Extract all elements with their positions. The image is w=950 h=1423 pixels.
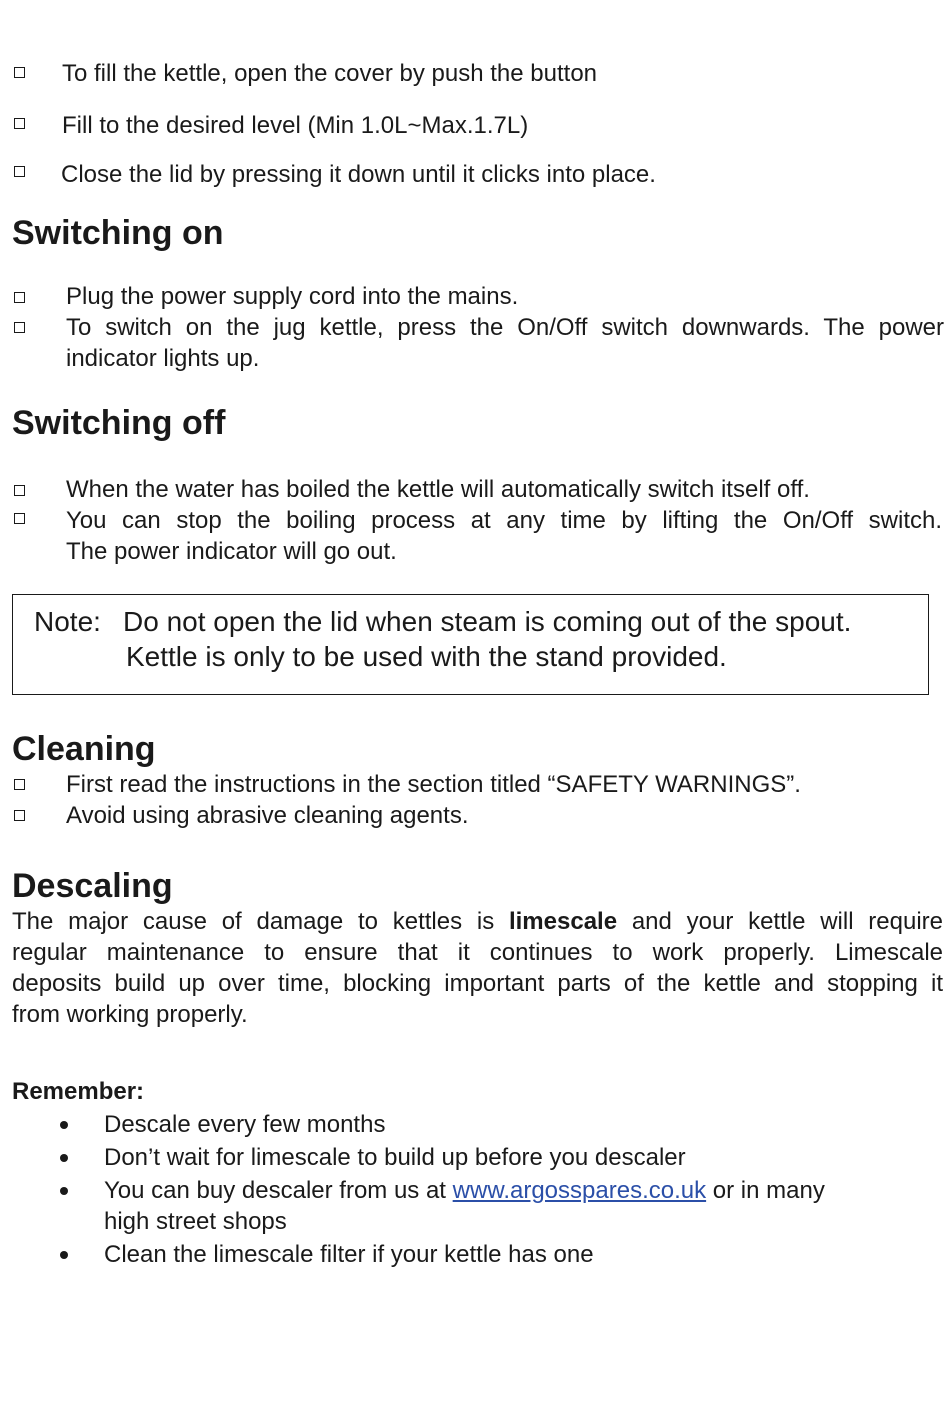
switch-off-step-2-line1: You can stop the boiling process at any time by lifting the On/Off switch. [66, 507, 942, 534]
checkbox-bullet [14, 67, 25, 78]
cleaning-heading: Cleaning [12, 730, 156, 768]
note-line-1: Do not open the lid when steam is coming out of the spout. [123, 606, 852, 637]
remember-item-2: Don’t wait for limescale to build up before you descaler [104, 1144, 686, 1171]
round-bullet [60, 1187, 68, 1195]
note-line-2: Kettle is only to be used with the stand provided. [126, 641, 727, 672]
checkbox-bullet [14, 810, 25, 821]
remember-item-3: You can buy descaler from us at www.argosspares.co.uk or in many [104, 1177, 825, 1204]
checkbox-bullet [14, 485, 25, 496]
cleaning-step-2: Avoid using abrasive cleaning agents. [66, 802, 469, 829]
checkbox-bullet [14, 779, 25, 790]
note-label: Note: [34, 606, 101, 637]
switch-off-step-1: When the water has boiled the kettle will automatically switch itself off. [66, 476, 810, 503]
round-bullet [60, 1251, 68, 1259]
round-bullet [60, 1154, 68, 1162]
checkbox-bullet [14, 513, 25, 524]
fill-step-1: To fill the kettle, open the cover by push the button [62, 60, 598, 87]
fill-step-3: Close the lid by pressing it down until it clicks into place. [61, 161, 656, 188]
switch-on-step-2-line2: indicator lights up. [66, 345, 260, 372]
remember-item-1: Descale every few months [104, 1111, 386, 1138]
remember-item-4: Clean the limescale filter if your kettle has one [104, 1241, 594, 1268]
switching-on-heading: Switching on [12, 214, 224, 252]
remember-heading: Remember: [12, 1078, 145, 1105]
checkbox-bullet [14, 292, 25, 303]
descaling-paragraph-line3: deposits build up over time, blocking important parts of the kettle and stopping it [12, 970, 943, 997]
descaling-paragraph-line2: regular maintenance to ensure that it continues to work properly. Limescale [12, 939, 943, 966]
checkbox-bullet [14, 166, 25, 177]
note-box [12, 594, 929, 695]
fill-step-2: Fill to the desired level (Min 1.0L~Max.1.7L) [62, 112, 529, 139]
switch-off-step-2-line2: The power indicator will go out. [66, 538, 397, 565]
switching-off-heading: Switching off [12, 404, 226, 442]
descaling-paragraph-line4: from working properly. [12, 1001, 248, 1028]
descaling-paragraph-line1: The major cause of damage to kettles is limescale and your kettle will require [12, 908, 943, 935]
descaling-heading: Descaling [12, 867, 173, 905]
round-bullet [60, 1121, 68, 1129]
argosspares-link[interactable]: www.argosspares.co.uk [452, 1177, 707, 1204]
limescale-bold: limescale [508, 908, 618, 935]
checkbox-bullet [14, 322, 25, 333]
switch-on-step-2-line1: To switch on the jug kettle, press the On/Off switch downwards. The power [66, 314, 944, 341]
remember-item-3-line2: high street shops [104, 1208, 287, 1235]
checkbox-bullet [14, 118, 25, 129]
cleaning-step-1: First read the instructions in the section titled “SAFETY WARNINGS”. [66, 771, 801, 798]
switch-on-step-1: Plug the power supply cord into the mains. [66, 283, 519, 310]
